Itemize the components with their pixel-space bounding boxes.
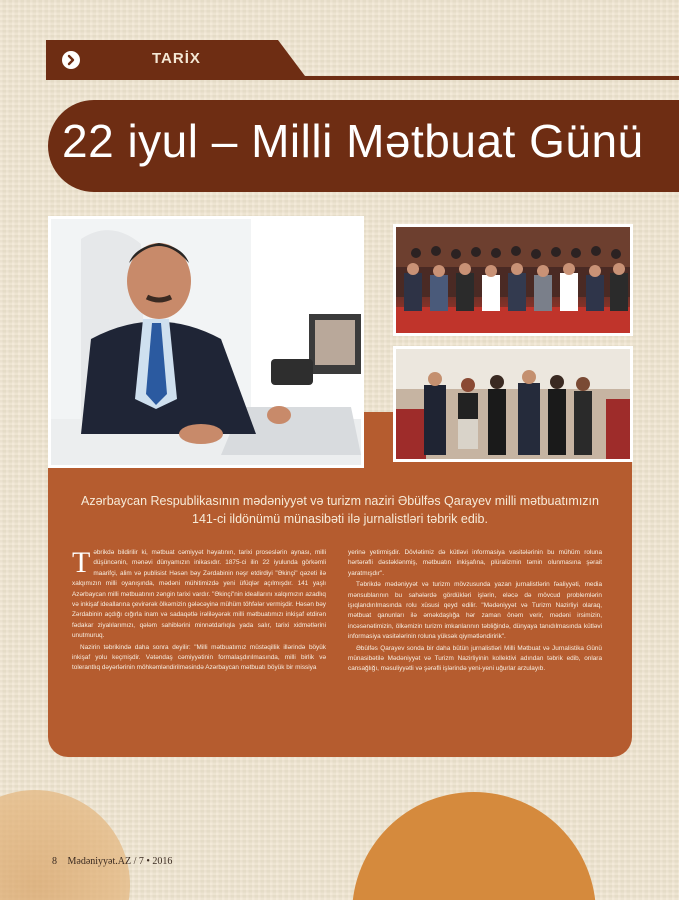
article-column-right (348, 548, 602, 676)
article-paragraph: Əbülfəs Qarayev sonda bir daha bütün jurnalistləri Milli Mətbuat və Jurnalistika Günü münasibətilə Mədəniyyət və Turizm Nazirliyinin kollektivi adından təbrik edib, onlara cansağlığı, məsuliyyətli və şərəfli işlərində yeni-yeni uğurlar arzulayıb. (348, 644, 602, 673)
section-label: TARİX (152, 50, 201, 67)
drop-cap: T (72, 546, 91, 579)
article-paragraph: Nazirin təbrikində daha sonra deyilir: "Milli mətbuatımız müstəqillik illərində böyük inkişaf yolu keçmişdir. Vətəndaş cəmiyyətinin formalaşdırılmasında, milli birlik və tolerantlıq dəyərlərinin möhkəmləndirilməsində Azərbaycan mətbuatı böyük bir missiya (72, 643, 326, 672)
audience-photo (393, 224, 633, 336)
article-paragraph: Təbrikdə mədəniyyət və turizm mövzusunda yazan jurnalistlərin fəaliyyəti, media mənsublarının bu sahələrdə gördükləri işlərin, eləcə də mövcud problemlərin işıqlandırılmasında rolu xüsusi qeyd edilir. "Mədəniyyət və Turizm Nazirliyi olaraq, mətbuat qanunları ilə əməkdaşlığa hər zaman önəm verir, mədəni irsimizin, incəsənətimizin, ölkəmizin turizm imkanlarının təbliğində, dünyaya tanıdılmasında kütləvi informasiya vasitələrinin roluna yüksək qiymətləndiririk". (348, 581, 602, 641)
minister-photo (48, 216, 364, 468)
article-column-left (72, 548, 326, 675)
chevron-right-icon (62, 51, 80, 69)
article-lead: Azərbaycan Respublikasının mədəniyyət və turizm naziri Əbülfəs Qarayev milli mətbuatımızın 141-ci ildönümü münasibəti ilə jurnalistləri təbrik edib. (81, 494, 599, 526)
section-rule (46, 76, 679, 80)
page-title: 22 iyul – Milli Mətbuat Günü (62, 115, 644, 167)
article-paragraph: Təbrikdə bildirilir ki, mətbuat cəmiyyət həyatının, tarixi proseslərin aynası, milli düşüncənin, mənəvi dünyamızın inikasıdır. 1875-ci ilin 22 iyulunda görkəmli maarifçi, alim və publisist Həsən bəy Zərdabinin nəşr etdirdiyi "Əkinçi" qəzeti ilə xalqımızın milli oyanışında, mədəni mühitimizdə yeni üfüqlər açılmışdır. 141 yaşlı Azərbaycan milli mətbuatının zəngin tarixi vardır. "Əkinçi"nin ideallarını xalqımızın azadlıq və inkişaf ideallarına çevirərək ölkəmizin gələcəyinə mühüm töhfələr vermişdir. Həsən bəy Zərdabinin açdığı cığırla inam və sadaqətlə irəliləyərək milli mətbuatımızı inkişaf etdirən fədakar ziyalılarımızı, qələm sahiblərini minnətdarlıqla yada salır, tarixi xidmətlərini unutmuruq. (72, 546, 326, 640)
article-paragraph: yerinə yetirmişdir. Dövlətimiz də kütləvi informasiya vasitələrinin bu mühüm roluna hərtərəfli dəstəklənmiş, mətbuatın inkişafına, plüralizmin təmin olunmasına şərait yaratmışdır". (348, 549, 602, 577)
decorative-circle-left (0, 790, 130, 900)
magazine-issue: Mədəniyyət.AZ / 7 • 2016 (67, 856, 173, 867)
page-footer (52, 856, 180, 867)
decorative-circle-right (352, 792, 596, 900)
group-photo (393, 346, 633, 462)
page-number: 8 (52, 856, 57, 867)
